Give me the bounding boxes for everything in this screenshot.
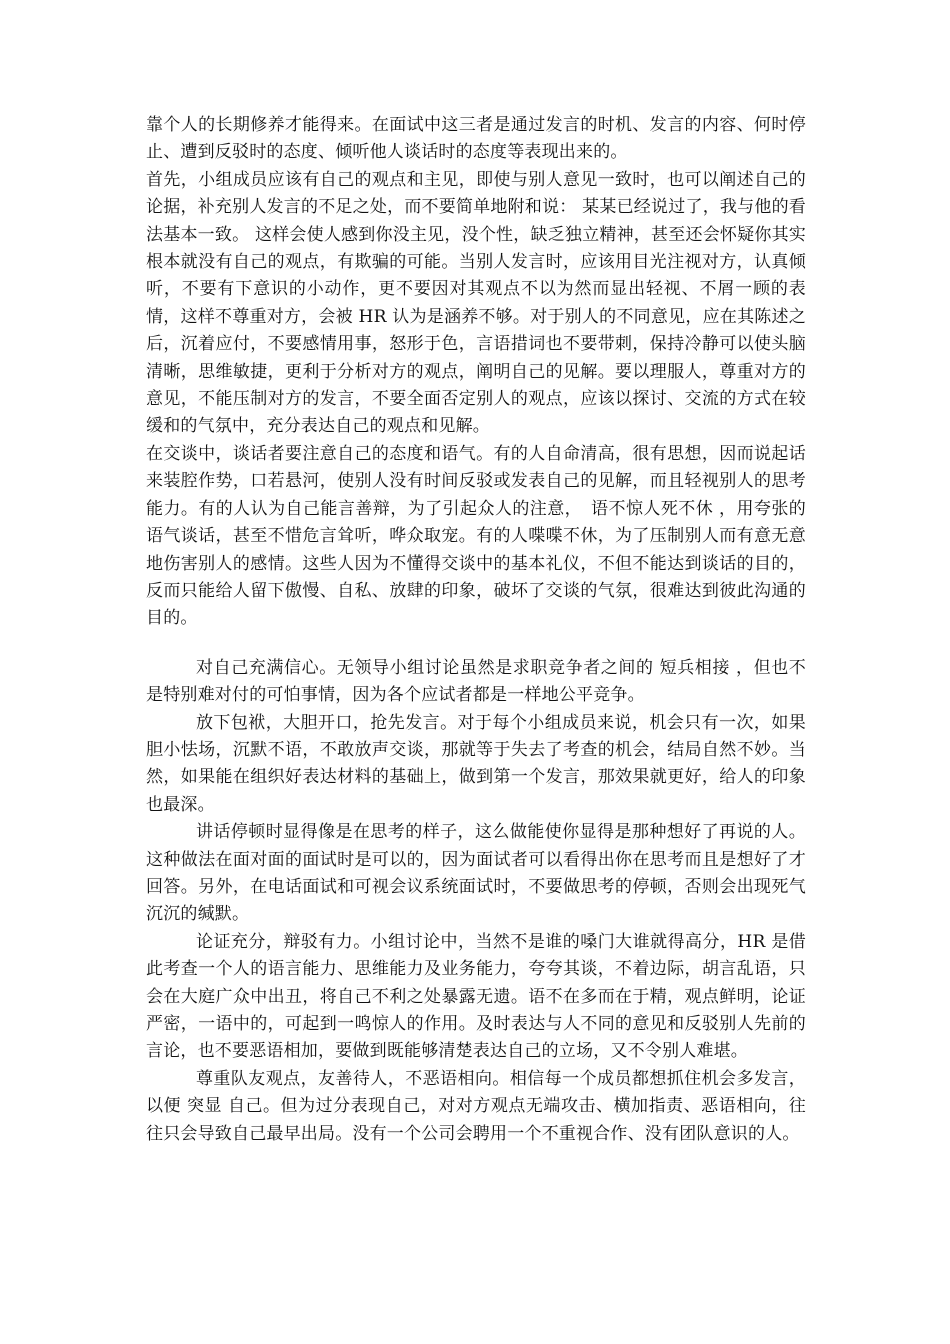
paragraph: 首先，小组成员应该有自己的观点和主见，即使与别人意见一致时，也可以阐述自己的论据，补充别人发言的不足之处，而不要简单地附和说： 某某已经说过了，我与他的看法基本一致。 这样会使人感到你没主见，没个性，缺乏独立精神，甚至还会怀疑你其实根本就没有自己的观点，有欺骗的可能。当别人发言时，应该用目光注视对方，认真倾听，不要有下意识的小动作，更不要因对其观点不以为然而显出轻视、不屑一顾的表情，这样不尊重对方，会被 HR 认为是涵养不够。对于别人的不同意见，应在其陈述之后，沉着应付，不要感情用事，怒形于色，言语措词也不要带刺，保持冷静可以使头脑清晰，思维敏捷，更利于分析对方的观点，阐明自己的见解。要以理服人，尊重对方的意见，不能压制对方的发言，不要全面否定别人的观点，应该以探讨、交流的方式在较缓和的气氛中，充分表达自己的观点和见解。	[146, 169, 806, 437]
paragraph: 尊重队友观点，友善待人，不恶语相向。相信每一个成员都想抓住机会多发言，以便 突显 自己。但为过分表现自己，对对方观点无端攻击、横加指责、恶语相向，往往只会导致自己最早出局。没有一个公司会聘用一个不重视合作、没有团队意识的人。	[146, 1068, 806, 1144]
paragraph: 放下包袱，大胆开口，抢先发言。对于每个小组成员来说，机会只有一次，如果胆小怯场，沉默不语，不敢放声交谈，那就等于失去了考查的机会，结局自然不妙。当然，如果能在组织好表达材料的基础上，做到第一个发言，那效果就更好，给人的印象也最深。	[146, 712, 806, 815]
paragraph: 对自己充满信心。无领导小组讨论虽然是求职竞争者之间的 短兵相接 ，但也不是特别难对付的可怕事情，因为各个应试者都是一样地公平竞争。	[146, 657, 806, 706]
paragraph: 论证充分，辩驳有力。小组讨论中，当然不是谁的嗓门大谁就得高分，HR 是借此考查一个人的语言能力、思维能力及业务能力，夸夸其谈，不着边际，胡言乱语，只会在大庭广众中出丑，将自己不利之处暴露无遗。语不在多而在于精，观点鲜明，论证严密，一语中的，可起到一鸣惊人的作用。及时表达与人不同的意见和反驳别人先前的言论，也不要恶语相加，要做到既能够清楚表达自己的立场，又不令别人难堪。	[146, 931, 806, 1062]
document-body	[146, 112, 806, 1148]
paragraph-spacer	[146, 633, 806, 655]
paragraph: 靠个人的长期修养才能得来。在面试中这三者是通过发言的时机、发言的内容、何时停止、遭到反驳时的态度、倾听他人谈话时的态度等表现出来的。	[146, 115, 806, 163]
paragraph: 讲话停顿时显得像是在思考的样子，这么做能使你显得是那种想好了再说的人。这种做法在面对面的面试时是可以的，因为面试者可以看得出你在思考而且是想好了才回答。另外，在电话面试和可视会议系统面试时，不要做思考的停顿，否则会出现死气沉沉的缄默。	[146, 822, 806, 925]
paragraph: 在交谈中，谈话者要注意自己的态度和语气。有的人自命清高，很有思想，因而说起话来装腔作势，口若悬河，使别人没有时间反驳或发表自己的见解，而且轻视别人的思考能力。有的人认为自己能言善辩，为了引起众人的注意， 语不惊人死不休 ，用夸张的语气谈话，甚至不惜危言耸听，哗众取宠。有的人喋喋不休，为了压制别人而有意无意地伤害别人的感情。这些人因为不懂得交谈中的基本礼仪，不但不能达到谈话的目的，反而只能给人留下傲慢、自私、放肆的印象，破坏了交谈的气氛，很难达到彼此沟通的目的。	[146, 443, 806, 629]
